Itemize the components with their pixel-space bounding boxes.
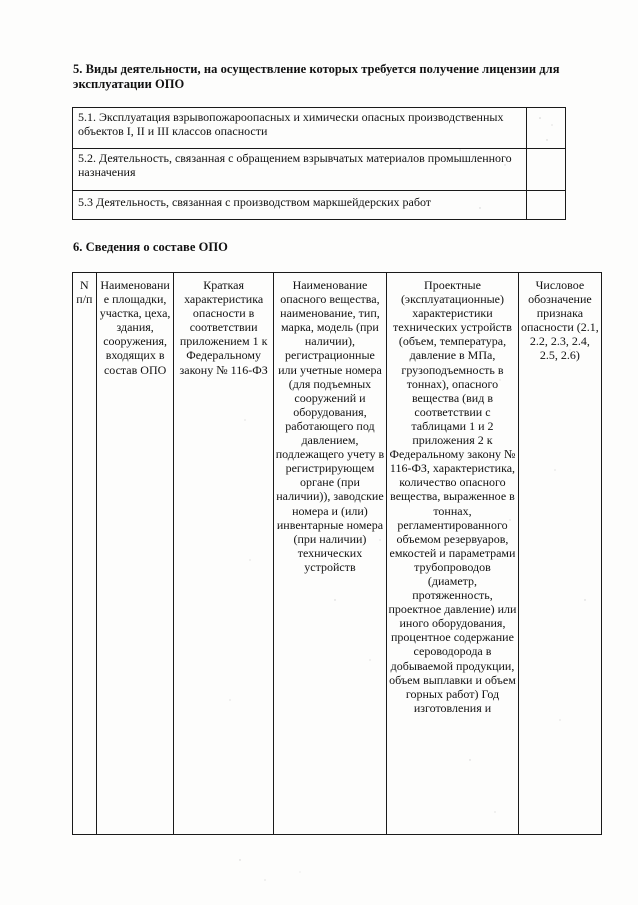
section-6-heading: 6. Сведения о составе ОПО <box>73 240 228 254</box>
column-header-design-characteristics: Проектные (эксплуатационные) характеристики технических устройств (объем, температура, давление в МПа, грузоподъемность в тоннах), опасного вещества (вид в соответствии с таблицами 1 и 2 приложения 2 к Федеральному закону № 116-ФЗ, характеристика, количество опасного вещества, выраженное в тоннах, регламентированного объемом резервуаров, емкостей и параметрами трубопроводов (диаметр, протяженность, проектное давление) или иного оборудования, процентное содержание сероводорода в добываемой продукции, объем выплавки и объем горных работ) Год изготовления и <box>387 273 519 835</box>
activity-mark-cell <box>527 108 566 149</box>
column-header-hazard-code: Числовое обозначение признака опасности (2.1, 2.2, 2.3, 2.4, 2.5, 2.6) <box>518 273 601 835</box>
opo-composition-table <box>72 272 602 835</box>
table-header-row <box>73 273 602 835</box>
activity-mark-cell <box>527 149 566 191</box>
table-row <box>73 108 566 149</box>
column-header-number: N п/п <box>73 273 97 835</box>
activity-mark-cell <box>527 191 566 220</box>
section-5-heading: 5. Виды деятельности, на осуществление которых требуется получение лицензии для эксплуатации ОПО <box>73 62 560 91</box>
activity-label: 5.2. Деятельность, связанная с обращением взрывчатых материалов промышленного назначения <box>73 149 527 191</box>
table-row <box>73 149 566 191</box>
table-row <box>73 191 566 220</box>
column-header-hazard-characteristic: Краткая характеристика опасности в соответствии приложением 1 к Федеральному закону № 116-ФЗ <box>174 273 273 835</box>
activity-label: 5.3 Деятельность, связанная с производством маркшейдерских работ <box>73 191 527 220</box>
licensed-activities-table <box>72 107 566 220</box>
column-header-substance-equipment-name: Наименование опасного вещества, наименование, тип, марка, модель (при наличии), регистрационные или учетные номера (для подъемных сооружений и оборудования, работающего под давлением, подлежащего учету в регистрирующем органе (при наличии)), заводские номера и (или) инвентарные номера (при наличии) технических устройств <box>273 273 386 835</box>
column-header-site-name: Наименование площадки, участка, цеха, здания, сооружения, входящих в состав ОПО <box>96 273 174 835</box>
activity-label: 5.1. Эксплуатация взрывопожароопасных и химически опасных производственных объектов I, II и III классов опасности <box>73 108 527 149</box>
